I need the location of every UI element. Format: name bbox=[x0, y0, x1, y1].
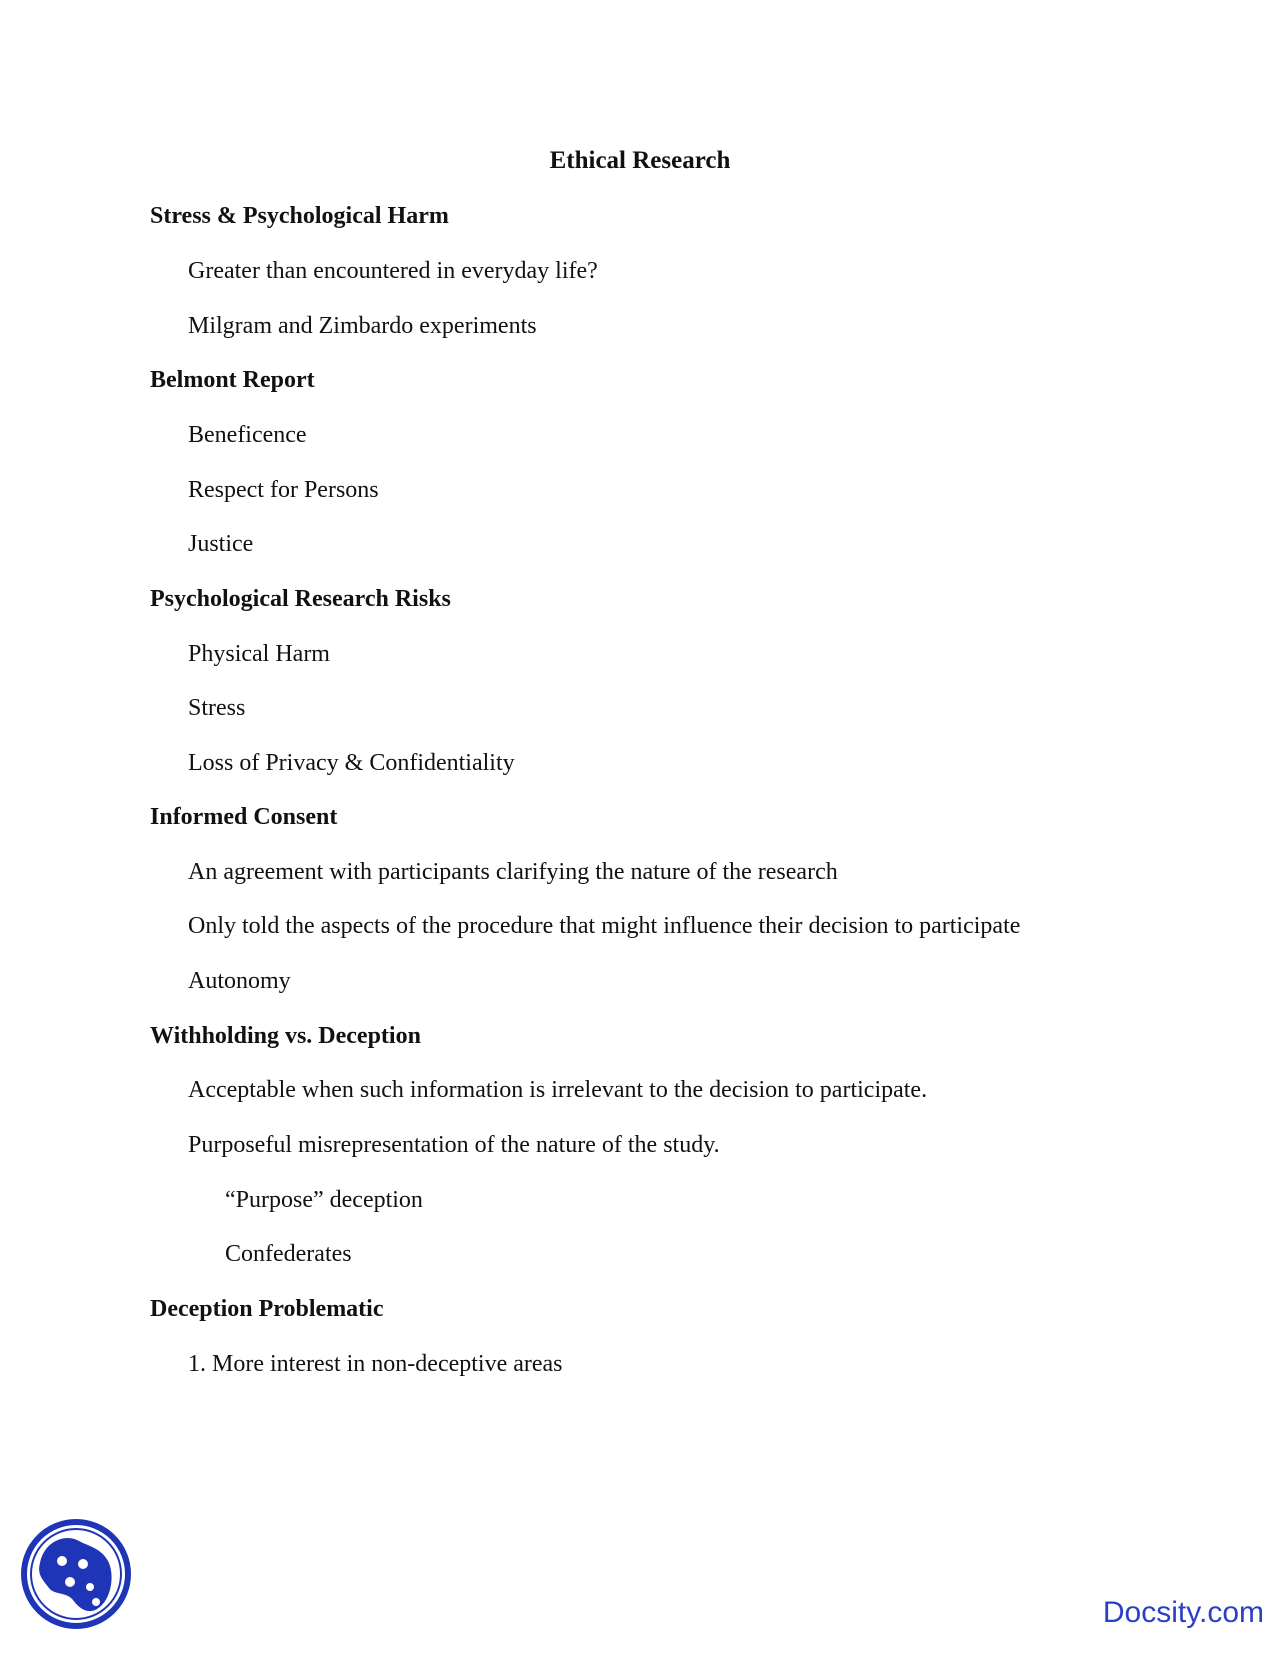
sub-list-item: Confederates bbox=[225, 1241, 352, 1267]
list-item: Only told the aspects of the procedure that might influence their decision to participate bbox=[188, 913, 1021, 939]
list-item: An agreement with participants clarifying the nature of the research bbox=[188, 859, 838, 885]
list-item: 1. More interest in non-deceptive areas bbox=[188, 1351, 563, 1377]
docsity-brand-text: Docsity.com bbox=[1102, 1596, 1264, 1629]
section-heading-stress: Stress & Psychological Harm bbox=[150, 203, 449, 229]
list-item: Stress bbox=[188, 695, 246, 721]
list-item: Purposeful misrepresentation of the nature of the study. bbox=[188, 1132, 720, 1158]
list-item: Respect for Persons bbox=[188, 477, 379, 503]
document-title: Ethical Research bbox=[549, 147, 731, 174]
list-item: Autonomy bbox=[188, 968, 291, 994]
list-item: Milgram and Zimbardo experiments bbox=[188, 313, 537, 339]
list-item: Loss of Privacy & Confidentiality bbox=[188, 750, 515, 776]
docsity-logo-icon bbox=[20, 1518, 132, 1630]
list-item: Justice bbox=[188, 531, 254, 557]
list-item: Physical Harm bbox=[188, 641, 330, 667]
list-item: Beneficence bbox=[188, 422, 307, 448]
section-heading-withholding: Withholding vs. Deception bbox=[150, 1023, 421, 1049]
list-item: Greater than encountered in everyday life? bbox=[188, 258, 598, 284]
section-heading-belmont: Belmont Report bbox=[150, 367, 315, 393]
section-heading-risks: Psychological Research Risks bbox=[150, 586, 451, 612]
section-heading-deception: Deception Problematic bbox=[150, 1296, 384, 1322]
list-item: Acceptable when such information is irrelevant to the decision to participate. bbox=[188, 1077, 928, 1103]
section-heading-consent: Informed Consent bbox=[150, 804, 338, 830]
sub-list-item: “Purpose” deception bbox=[225, 1187, 423, 1213]
